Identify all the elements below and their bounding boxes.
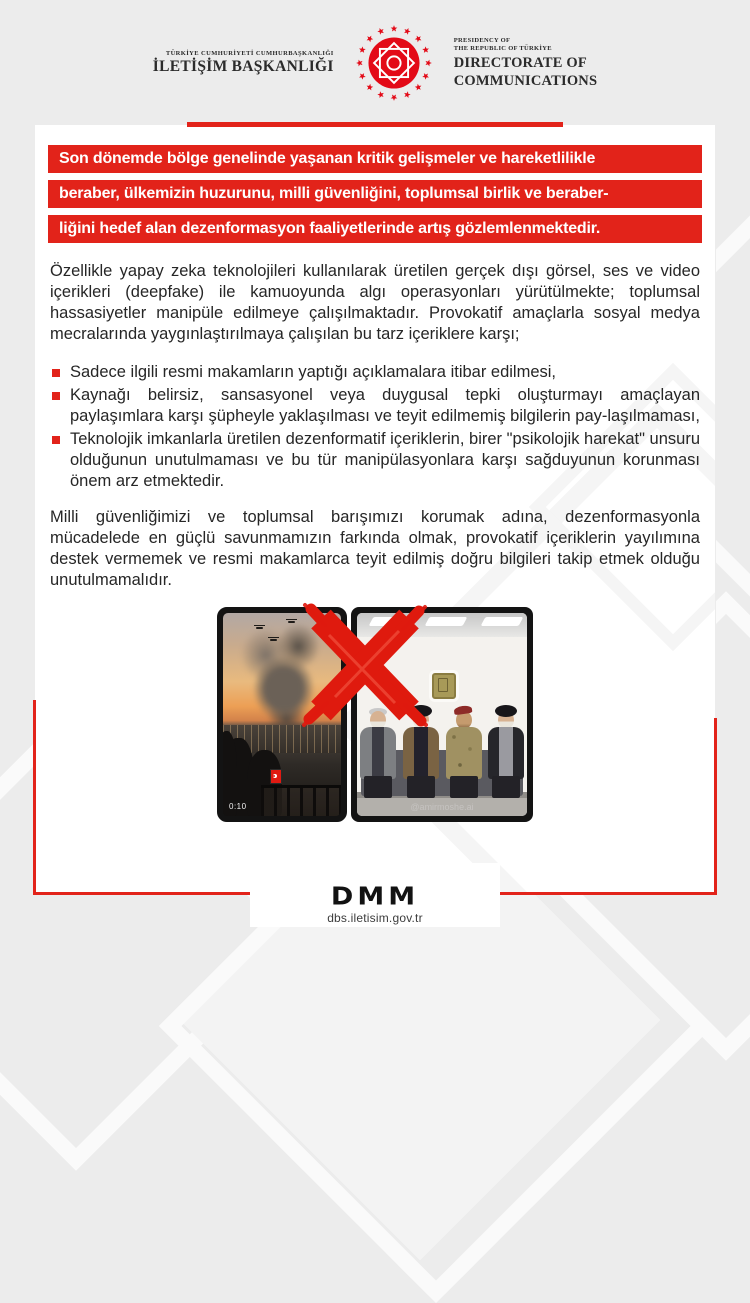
figure-turban [495,705,517,717]
dmm-logo: DMM [330,882,420,911]
ceiling-light [481,617,524,626]
body-paragraph-1: Özellikle yapay zeka teknolojileri kullanılarak üretilen gerçek dışı görsel, ses ve video içerikleri (deepfake) ile kamuoyunda algı operasyonları yürütülmekte; toplumsal hassasiyetler manipüle edilmeye çalışılmaktadır. Provokatif amaçlarla sosyal medya mecralarında yaygınlaştırılmaya çalışılan bu tarz içeriklere karşı; [50,262,700,343]
headline-bar-3: liğini hedef alan dezenformasyon faaliyetlerinde artış gözlemlenmektedir. [48,215,702,243]
red-x-icon [299,601,431,729]
logo-left-top-line: TÜRKİYE CUMHURİYETİ CUMHURBAŞKANLIĞI [165,49,334,57]
card-red-border-bottom-right [498,892,717,895]
header [0,0,750,125]
headline-bar-1: Son dönemde bölge genelinde yaşanan kritik gelişmeler ve hareketlilikle [48,145,702,173]
dmm-url: dbs.iletisim.gov.tr [327,911,423,925]
seated-figure-cleric-dark [486,700,526,798]
body-paragraph-2: Milli güvenliğimizi ve toplumsal barışımızı korumak adına, dezenformasyonla mücadelede en güçlü savunmamızın farkında olmak, provokatif içeriklerin yayılımına destek vermemek ve resmi makamlarca teyit edilmiş doğru bilgileri takip etmek olduğu unutulmamalıdır. [50,508,700,589]
card-content [35,125,715,893]
wall-crest [432,673,456,699]
bullet-item-3: Teknolojik imkanlarla üretilen dezenformatif içeriklerin, birer "psikolojik harekat" unsuru olduğunun unutulmaması ve bu tür manipülasyonlara karşı sağduyunun korunması önem arz etmektedir. [50,429,700,492]
figure-legs [364,776,392,798]
card-red-border-bottom-left [33,892,252,895]
presidency-emblem-icon [350,19,438,107]
announcement-card [35,125,715,925]
logo-right-main-line1: DIRECTORATE OF [453,54,587,71]
balcony-railing [261,785,341,816]
bullet-item-1: Sadece ilgili resmi makamların yaptığı açıklamalara itibar edilmesi, [50,362,700,383]
seated-figure-military [444,700,484,798]
debunked-media-row [217,607,533,822]
photo-watermark: @amirmoshe.ai [410,802,474,812]
helicopter-silhouette [288,621,295,623]
ceiling-light [425,617,468,626]
logo-right-main-line2: COMMUNICATIONS [453,72,598,89]
bullet-list [50,362,700,492]
card-red-border-left [33,700,36,895]
helicopter-silhouette [256,627,263,629]
video-timestamp: 0:10 [229,802,247,811]
bullet-item-2: Kaynağı belirsiz, sansasyonel veya duygusal tepki oluşturmayı amaçlayan paylaşımlara karşı şüpheyle yaklaşılması ve teyit edilmemiş bilgilerin pay-laşılmaması, [50,385,700,427]
figure-body [360,727,396,779]
logo-right-top-line1: PRESIDENCY OF [453,36,511,44]
figure-body [446,727,482,779]
dmm-footer [250,863,500,927]
logo-left-main-line: İLETİŞİM BAŞKANLIĞI [152,57,334,75]
card-red-border-right [714,718,717,895]
headline-bar-2: beraber, ülkemizin huzurunu, milli güvenliğini, toplumsal birlik ve beraber- [48,180,702,208]
figure-legs [492,776,520,798]
figure-legs [407,776,435,798]
figure-body [403,727,439,779]
directorate-of-communications-logo [454,37,598,89]
figure-body [488,727,524,779]
iletisim-baskanligi-logo [153,50,334,76]
logo-right-top-line2: THE REPUBLIC OF TÜRKİYE [453,44,552,52]
phone-with-flag [270,769,282,784]
figure-legs [450,776,478,798]
